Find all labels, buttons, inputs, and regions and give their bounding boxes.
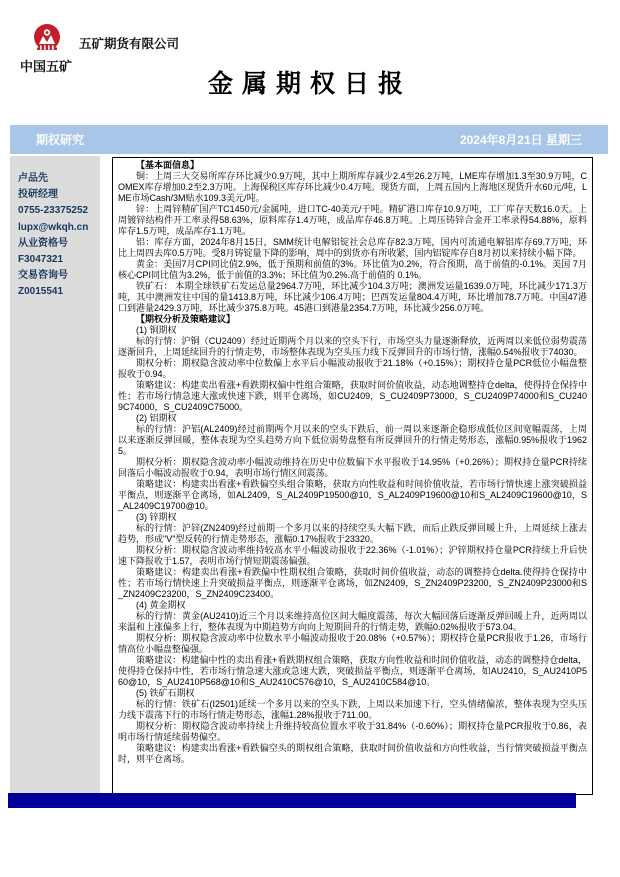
fundamentals-heading: 【基本面信息】 <box>136 160 200 170</box>
fundamentals-copper: 铜：上周三大交易所库存环比减少0.9万吨，其中上期所库存减少2.4至26.2万吨，LME库存增加1.3至30.9万吨，COMEX库存增加0.2至2.3万吨。上海保税区库存环比减少0.4万吨。现货方面，上周五国内上海地区现货升水60元/吨，LME市场Cash/3M贴水109.3美元/吨。 <box>118 171 587 203</box>
fundamentals-gold: 黄金：美国7月CPI同比值2.9%，低于预期和前值的3%。环比值为0.2%，符合预期，高于前值的-0.1%。美国 7月核心CPI同比值为3.2%，低于前值的3.3%；环比值为0.2%.高于前值的 0.1%。 <box>118 259 587 280</box>
analyst-title: 投研经理 <box>18 189 58 201</box>
zinc-option-analysis: 期权分析：期权隐含波动率维持较高水平小幅波动报收于22.36%（-1.01%）；沪锌期权持仓量PCR持续上升后快速下降报收于1.57，表明市场行情短期震荡偏强。 <box>118 545 587 566</box>
analyst-email: lupx@wkqh.cn <box>18 221 89 233</box>
advisory-number: Z0015541 <box>18 286 64 298</box>
company-full-name: 五矿期货有限公司 <box>79 37 180 51</box>
analyst-sidebar <box>10 156 100 793</box>
header-bar <box>10 125 608 154</box>
iron-ore-underlying: 标的行情：铁矿石(I2501)延续一个多月以来的空头下跌，上周以来加速下行，空头情绪偏浓，整体表现为空头压力线下震荡下行的市场行情走势形态，涨幅1.28%报收于711.00。 <box>118 699 587 720</box>
analyst-name: 卢品先 <box>18 173 48 184</box>
selection-highlight-bar <box>8 793 576 808</box>
aluminum-underlying: 标的行情：沪铝(AL2409)经过前期两个月以来的空头下跌后，前一周以来逐渐企稳形成低位区间宽幅震荡，上周以来逐渐反弹回暖，整体表现为空头趋势方向下低位弱势盘整有所反弹回升的行情走势形态，涨幅0.95%报收于19625。 <box>118 424 587 456</box>
advisory-label: 交易咨询号 <box>18 270 68 282</box>
aluminum-strategy: 策略建议：构建卖出看涨+看跌偏空头组合策略，获取方向性收益和时间价值收益，若市场行情快速上涨突破损益平衡点，则逐渐平仓离场，如AL2409，S_AL2409P19500@10，S_AL2409P19600@10和S_AL2409C19600@10，S_AL2409C19700@10。 <box>118 479 587 511</box>
report-title: 金属期权日报 <box>207 69 412 98</box>
analyst-phone: 0755-23375252 <box>18 205 89 217</box>
report-date: 2024年8月21日 星期三 <box>459 133 582 147</box>
iron-ore-strategy: 策略建议：构建卖出看涨+看跌偏空头的期权组合策略，获取时间价值收益和方向性收益，当行情突破损益平衡点时，则平仓离场。 <box>118 743 587 764</box>
minmetals-logo-icon <box>30 22 64 56</box>
gold-option-analysis: 期权分析：期权隐含波动率中位数水平小幅波动报收于20.08%（+0.57%）；期权持仓量PCR报收于1.26，市场行情高位小幅盘整偏强。 <box>118 633 587 654</box>
aluminum-option-analysis: 期权分析：期权隐含波动率小幅波动维持在历史中位数偏下水平报收于14.95%（+0.26%）；期权持仓量PCR持续回落后小幅波动报收于0.94，表明市场行情区间震荡。 <box>118 457 587 478</box>
qualification-label: 从业资格号 <box>18 237 68 249</box>
copper-strategy: 策略建议：构建卖出看涨+看跌期权偏中性组合策略，获取时间价值收益，动态地调整持仓delta，使得持仓保持中性；若市场行情急速大涨或快速下跌，则平仓离场，如CU2409，S_CU2409P73000，S_CU2409P74000和S_CU2409C74000，S_CU2409C75000。 <box>118 380 587 412</box>
section-iron-ore-title: (5) 铁矿石期权 <box>136 688 195 698</box>
qualification-number: F3047321 <box>18 254 64 266</box>
zinc-strategy: 策略建议：构建卖出看涨+看跌偏中性期权组合策略，获取时间价值收益，动态的调整持仓delta.使得持仓保持中性；若市场行情快速上升突破损益平衡点，则逐渐平仓离场，如ZN2409，S_ZN2409P23200，S_ZN2409P23000和S_ZN2409C23200，S_ZN2409C23400。 <box>118 567 587 599</box>
report-body <box>112 157 593 795</box>
gold-strategy: 策略建议：构建偏中性的卖出看涨+看跌期权组合策略，获取方向性收益和时间价值收益，动态的调整持仓delta，使得持仓保持中性，若市场行情急速大涨或急速大跌，突破损益平衡点，则逐渐平仓离场，如AU2410，S_AU2410P560@10，S_AU2410P568@10和S_AU2410C576@10，S_AU2410C584@10。 <box>118 655 587 687</box>
gold-underlying: 标的行情：黄金(AU2410)近三个月以来维持高位区间大幅度震荡，每次大幅回落后逐渐反弹回暖上升，近两周以来温和上涨偏多上行，整体表现为中期趋势方向向上短期回升的行情走势，跌幅0.02%报收于573.04。 <box>118 611 587 632</box>
analysis-heading: 【期权分析及策略建议】 <box>136 314 236 324</box>
copper-option-analysis: 期权分析：期权隐含波动率中位数偏上水平后小幅波动报收于21.18%（+0.15%）；期权持仓量PCR低位小幅盘整报收于0.94。 <box>118 358 587 379</box>
section-copper-title: (1) 铜期权 <box>136 325 177 335</box>
company-short-name: 中国五矿 <box>19 59 72 74</box>
section-aluminum-title: (2) 铝期权 <box>136 413 177 423</box>
section-gold-title: (4) 黄金期权 <box>136 600 186 610</box>
zinc-underlying: 标的行情：沪锌(ZN2409)经过前期一个多月以来的持续空头大幅下跌，而后止跌反弹回暖上升，上周延续上涨去趋势，形成"V"型反转的行情走势形态，涨幅0.17%报收于23320。 <box>118 523 587 544</box>
section-zinc-title: (3) 锌期权 <box>136 512 177 522</box>
fundamentals-iron-ore: 铁矿石： 本期全球铁矿石发运总量2964.7万吨，环比减少104.3万吨；澳洲发运量1639.0万吨，环比减少171.3万吨，其中澳洲发往中国的量1413.8万吨，环比减少106.4万吨；巴西发运量804.4万吨，环比增加78.7万吨。中国47港口到港量2429.3万吨，环比减少375.8万吨。45港口到港量2354.7万吨，环比减少256.0万吨。 <box>118 281 587 313</box>
header-section-label: 期权研究 <box>36 133 85 147</box>
fundamentals-aluminum: 铝：库存方面，2024年8月15日，SMM统计电解铝锭社会总库存82.3万吨，国内可流通电解铝库存69.7万吨，环比上周四去库0.5万吨。受8月铸锭量下降的影响，周中的到货亦有所收紧，国内铝锭库存自8月初以来持续小幅下降。 <box>118 237 587 258</box>
fundamentals-zinc: 锌：上周锌精矿国产TC1450元/金属吨，进口TC-40美元/干吨。精矿港口库存10.9万吨，工厂库存天数16.0天。上周镀锌结构件开工率录得58.63%，原料库存1.4万吨，成品库存46.8万吨。上周压铸锌合金开工率录得54.88%，原料库存1.5万吨，成品库存1.1万吨。 <box>118 204 587 236</box>
iron-ore-option-analysis: 期权分析：期权隐含波动率持续上升维持较高位置水平收于31.84%（-0.60%）；期权持仓量PCR报收于0.86，表明市场行情延续弱势偏空。 <box>118 721 587 742</box>
copper-underlying: 标的行情：沪铜（CU2409）经过近期两个月以来的空头下行，市场空头力量逐渐释放，近两周以来低位弱势震荡逐渐回升，上周延续回升的行情走势，市场整体表现为空头压力线下反弹回升的市场行情，涨幅0.54%报收于74030。 <box>118 336 587 357</box>
